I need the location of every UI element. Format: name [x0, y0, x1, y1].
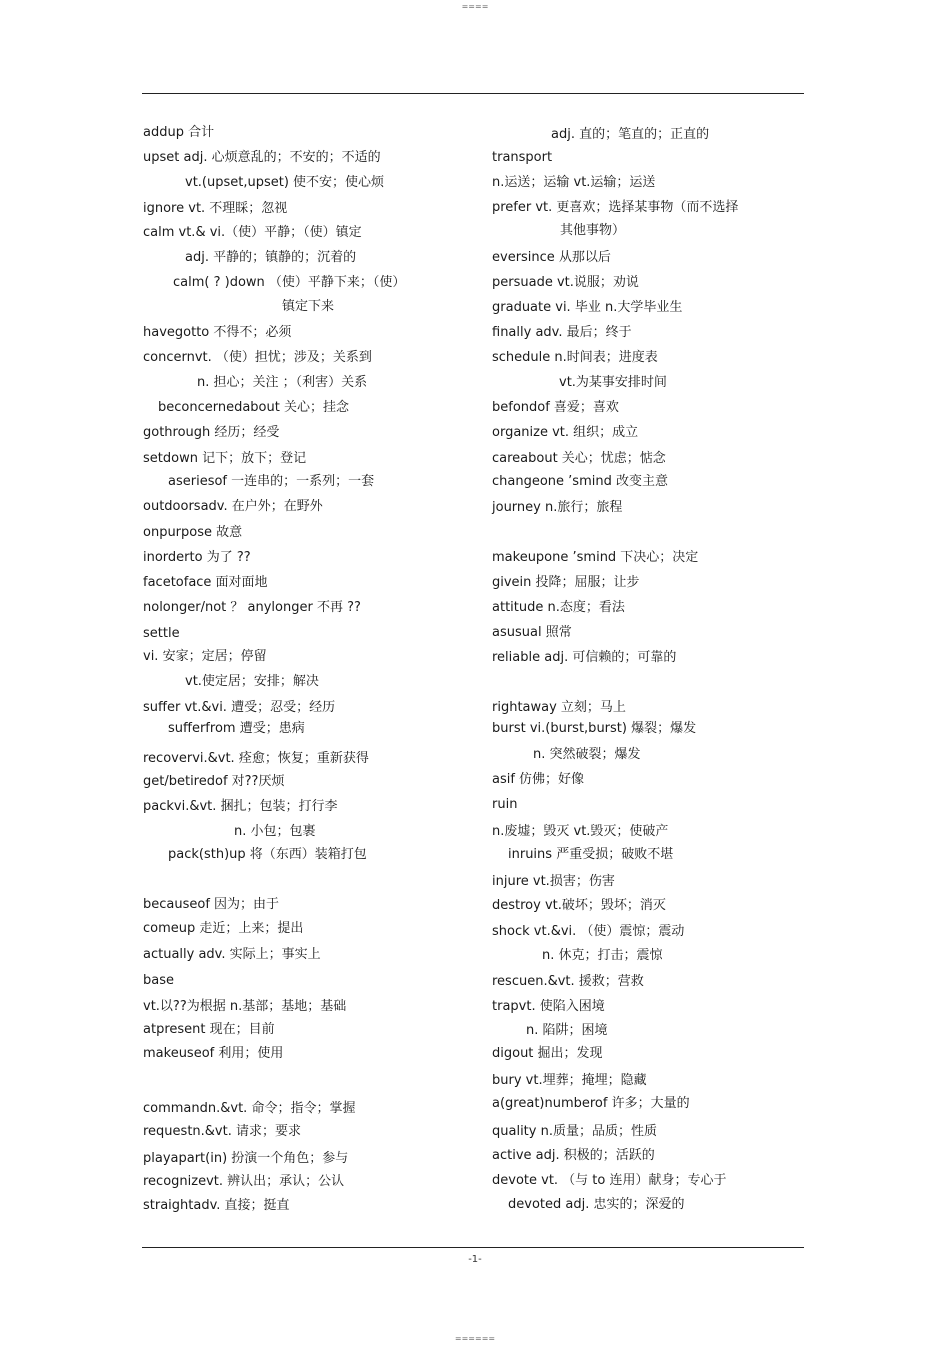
page-number: -1- — [468, 1254, 482, 1265]
entry-line: vi. 安家；定居；停留 — [143, 649, 267, 664]
entry-line: 其他事物） — [560, 223, 626, 238]
entry-line: befondof 喜爱；喜欢 — [492, 400, 619, 415]
entry-line: shock vt.&vi. （使）震惊；震动 — [492, 924, 685, 939]
entry-line: gothrough 经历；经受 — [143, 425, 280, 440]
entry-line: prefer vt. 更喜欢；选择某事物（而不选择 — [492, 200, 739, 215]
entry-line: n. 小包；包裹 — [234, 824, 316, 839]
entry-line: calm( ? )down （使）平静下来；（使） — [173, 275, 406, 290]
entry-line: injure vt.损害；伤害 — [492, 874, 615, 889]
bottom-rule — [142, 1247, 804, 1248]
entry-line: n. 休克；打击；震惊 — [542, 948, 663, 963]
entry-line: outdoorsadv. 在户外；在野外 — [143, 499, 323, 514]
entry-line: commandn.&vt. 命令；指令；掌握 — [143, 1101, 356, 1116]
entry-line: suffer vt.&vi. 遭受；忍受；经历 — [143, 700, 336, 715]
entry-line: changeone ’smind 改变主意 — [492, 474, 668, 489]
entry-line: base — [143, 973, 174, 988]
entry-line: makeuseof 利用；使用 — [143, 1046, 284, 1061]
entry-line: trapvt. 使陷入困境 — [492, 999, 605, 1014]
entry-line: vt.为某事安排时间 — [559, 375, 667, 390]
entry-line: actually adv. 实际上；事实上 — [143, 947, 321, 962]
entry-line: persuade vt.说服；劝说 — [492, 275, 639, 290]
entry-line: n. 突然破裂；爆发 — [533, 747, 641, 762]
entry-line: attitude n.态度；看法 — [492, 600, 625, 615]
entry-line: beconcernedabout 关心；挂念 — [158, 400, 349, 415]
entry-line: journey n.旅行；旅程 — [492, 500, 623, 515]
entry-line: nolonger/not ？ anylonger 不再 ?? — [143, 600, 361, 615]
entry-line: calm vt.& vi.（使）平静；（使）镇定 — [143, 225, 362, 240]
entry-line: rescuen.&vt. 援救；营救 — [492, 974, 644, 989]
entry-line: n. 陷阱；困境 — [526, 1023, 608, 1038]
entry-line: atpresent 现在；目前 — [143, 1022, 275, 1037]
entry-line: makeupone ’smind 下决心；决定 — [492, 550, 699, 565]
header-mark: ==== — [461, 2, 489, 11]
entry-line: a(great)numberof 许多；大量的 — [492, 1096, 690, 1111]
entry-line: inruins 严重受损；破败不堪 — [508, 847, 674, 862]
entry-line: asusual 照常 — [492, 625, 572, 640]
entry-line: graduate vi. 毕业 n.大学毕业生 — [492, 300, 683, 315]
entry-line: vt.使定居；安排；解决 — [185, 674, 319, 689]
entry-line: n.运送；运输 vt.运输；运送 — [492, 175, 656, 190]
entry-line: quality n.质量；品质；性质 — [492, 1124, 657, 1139]
footer-mark: ====== — [454, 1334, 496, 1343]
entry-line: pack(sth)up 将（东西）装箱打包 — [168, 847, 367, 862]
entry-line: asif 仿佛；好像 — [492, 772, 585, 787]
entry-line: sufferfrom 遭受；患病 — [168, 721, 305, 736]
entry-line: schedule n.时间表；进度表 — [492, 350, 658, 365]
entry-line: vt.以??为根据 n.基部；基地；基础 — [143, 999, 347, 1014]
entry-line: n. 担心；关注 ；（利害）关系 — [197, 375, 368, 390]
entry-line: aseriesof 一连串的；一系列；一套 — [168, 474, 375, 489]
entry-line: playapart(in) 扮演一个角色；参与 — [143, 1151, 349, 1166]
entry-line: packvi.&vt. 捆扎；包装；打行李 — [143, 799, 338, 814]
entry-line: vt.(upset,upset) 使不安；使心烦 — [185, 175, 385, 190]
entry-line: n.废墟；毁灭 vt.毁灭；使破产 — [492, 824, 669, 839]
entry-line: devoted adj. 忠实的；深爱的 — [508, 1197, 685, 1212]
entry-line: active adj. 积极的；活跃的 — [492, 1148, 655, 1163]
entry-line: inorderto 为了 ?? — [143, 550, 251, 565]
entry-line: digout 掘出；发现 — [492, 1046, 603, 1061]
entry-line: finally adv. 最后；终于 — [492, 325, 632, 340]
entry-line: ruin — [492, 797, 518, 812]
entry-line: onpurpose 故意 — [143, 525, 243, 540]
entry-line: bury vt.埋葬；掩埋；隐藏 — [492, 1073, 647, 1088]
entry-line: concernvt. （使）担忧；涉及；关系到 — [143, 350, 372, 365]
entry-line: careabout 关心；忧虑；惦念 — [492, 451, 666, 466]
entry-line: organize vt. 组织；成立 — [492, 425, 639, 440]
entry-line: straightadv. 直接；挺直 — [143, 1198, 290, 1213]
entry-line: recognizevt. 辨认出；承认；公认 — [143, 1174, 345, 1189]
entry-line: adj. 直的；笔直的；正直的 — [551, 127, 710, 142]
entry-line: addup 合计 — [143, 125, 215, 140]
entry-line: transport — [492, 150, 553, 165]
entry-line: rightaway 立刻；马上 — [492, 700, 626, 715]
top-rule — [142, 93, 804, 94]
entry-line: reliable adj. 可信赖的；可靠的 — [492, 650, 677, 665]
entry-line: 镇定下来 — [282, 299, 335, 314]
entry-line: devote vt. （与 to 连用）献身；专心于 — [492, 1173, 727, 1188]
entry-line: becauseof 因为；由于 — [143, 897, 280, 912]
entry-line: comeup 走近；上来；提出 — [143, 921, 304, 936]
entry-line: get/betiredof 对??厌烦 — [143, 774, 285, 789]
entry-line: burst vi.(burst,burst) 爆裂；爆发 — [492, 721, 697, 736]
entry-line: eversince 从那以后 — [492, 250, 611, 265]
entry-line: givein 投降；屈服；让步 — [492, 575, 640, 590]
entry-line: ignore vt. 不理睬；忽视 — [143, 201, 288, 216]
entry-line: havegotto 不得不；必须 — [143, 325, 292, 340]
entry-line: requestn.&vt. 请求；要求 — [143, 1124, 301, 1139]
entry-line: destroy vt.破坏；毁坏；消灭 — [492, 898, 666, 913]
entry-line: facetoface 面对面地 — [143, 575, 268, 590]
entry-line: setdown 记下；放下；登记 — [143, 451, 307, 466]
entry-line: settle — [143, 626, 180, 641]
entry-line: adj. 平静的；镇静的；沉着的 — [185, 250, 357, 265]
entry-line: upset adj. 心烦意乱的；不安的；不适的 — [143, 150, 381, 165]
entry-line: recovervi.&vt. 痊愈；恢复；重新获得 — [143, 751, 369, 766]
